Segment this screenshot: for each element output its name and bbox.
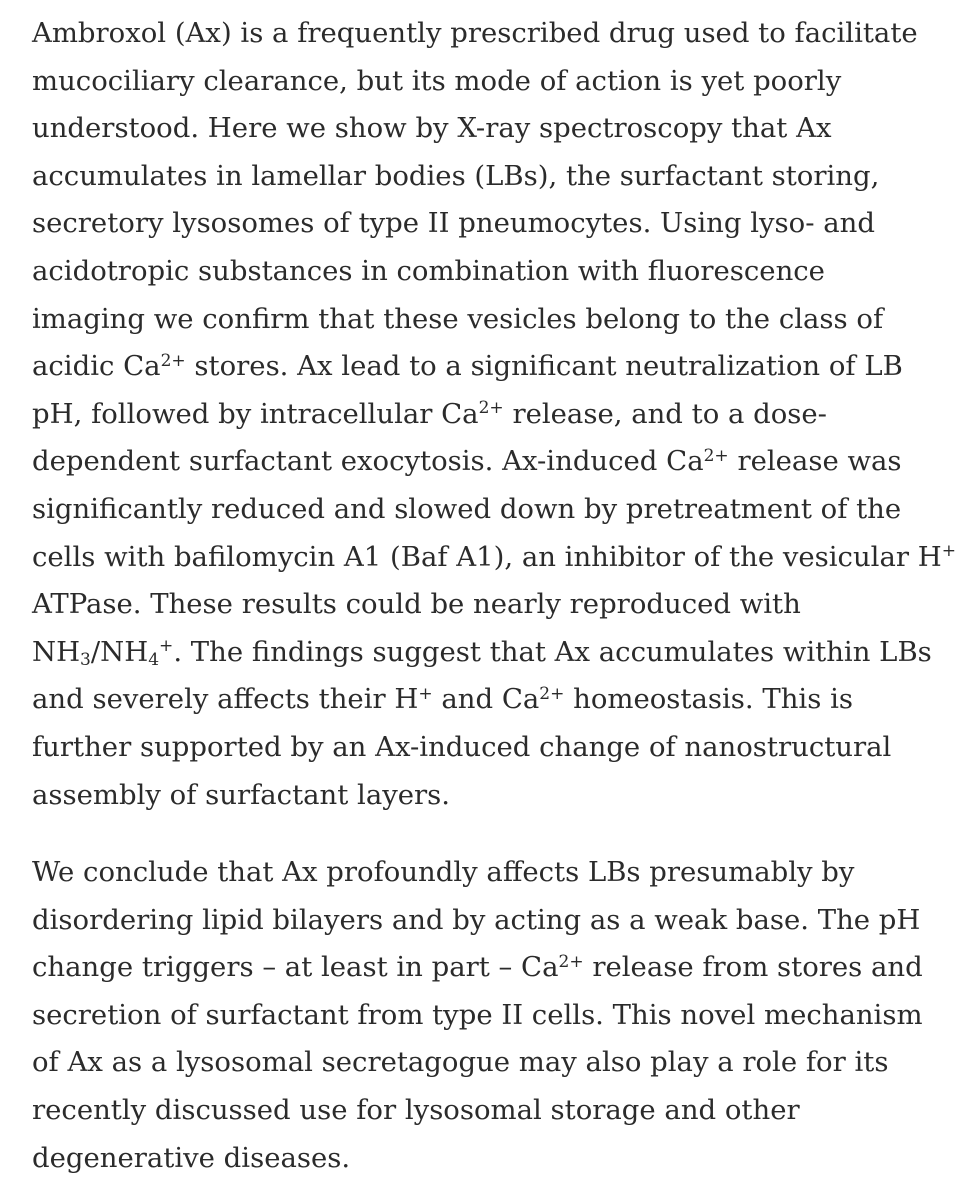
superscript: 2+ [539, 683, 565, 704]
text-run: /NH [90, 635, 149, 668]
superscript: 2+ [558, 951, 584, 972]
text-run: recently discussed use for lysosomal storage and other [32, 1094, 800, 1127]
text-line [32, 200, 952, 248]
text-line [32, 534, 957, 582]
text-run: disordering lipid bilayers and by acting as a weak base. The pH [32, 903, 921, 936]
text-run: secretion of surfactant from type II cells. This novel mechanism [32, 998, 923, 1031]
superscript: + [941, 541, 957, 562]
paragraph-results [32, 10, 957, 819]
text-run: further supported by an Ax-induced change of nanostructural [32, 730, 892, 763]
text-run: accumulates in lamellar bodies (LBs), the surfactant storing, [32, 159, 880, 192]
text-run: and Ca [432, 683, 540, 716]
text-run: assembly of surfactant layers. [32, 778, 451, 811]
text-run: We conclude that Ax profoundly affects LBs presumably by [32, 856, 855, 889]
superscript: 2+ [478, 398, 504, 419]
text-run: NH [32, 635, 81, 668]
text-line [32, 772, 952, 820]
superscript: + [418, 683, 433, 704]
text-run: stores. Ax lead to a significant neutralization of LB [185, 350, 903, 383]
text-line [32, 992, 952, 1040]
abstract-text [32, 10, 957, 1182]
text-run: imaging we confirm that these vesicles belong to the class of [32, 302, 884, 335]
text-line [32, 676, 952, 724]
text-run: of Ax as a lysosomal secretagogue may also play a role for its [32, 1046, 889, 1079]
text-line [32, 1135, 952, 1183]
subscript: 4 [148, 649, 160, 670]
text-line [32, 248, 952, 296]
subscript: 3 [80, 649, 91, 670]
text-line [32, 296, 952, 344]
text-line [32, 58, 952, 106]
text-line [32, 1039, 952, 1087]
text-run: acidic Ca [32, 350, 161, 383]
text-run: acidotropic substances in combination with fluorescence [32, 254, 825, 287]
text-run: dependent surfactant exocytosis. Ax-induced Ca [32, 445, 704, 478]
text-line [32, 1087, 952, 1135]
text-line [32, 105, 952, 153]
text-run: mucociliary clearance, but its mode of action is yet poorly [32, 64, 842, 97]
superscript: + [159, 636, 174, 657]
text-run: release from stores and [583, 951, 923, 984]
text-run: ATPase. These results could be nearly reproduced with [32, 588, 801, 621]
text-line [32, 849, 952, 897]
text-line [32, 391, 952, 439]
text-run: Ambroxol (Ax) is a frequently prescribed drug used to facilitate [32, 17, 918, 49]
text-line [32, 438, 952, 486]
text-run: homeostasis. This is [564, 683, 853, 716]
paragraph-conclusion [32, 849, 952, 1182]
text-run: release, and to a dose- [503, 397, 827, 430]
text-line [32, 486, 952, 534]
text-run: significantly reduced and slowed down by pretreatment of the [32, 492, 902, 525]
text-run: degenerative diseases. [32, 1141, 351, 1174]
text-run: release was [728, 445, 902, 478]
text-line [32, 581, 952, 629]
text-run: pH, followed by intracellular Ca [32, 397, 479, 430]
text-run: . The findings suggest that Ax accumulates within LBs [173, 635, 932, 668]
text-run: secretory lysosomes of type II pneumocytes. Using lyso- and [32, 207, 875, 240]
text-line [32, 944, 952, 992]
text-line [32, 629, 952, 677]
text-line [32, 897, 952, 945]
text-line [32, 10, 952, 58]
superscript: 2+ [703, 445, 729, 466]
text-run: cells with bafilomycin A1 (Baf A1), an inhibitor of the vesicular H [32, 540, 942, 573]
text-line [32, 724, 952, 772]
text-run: and severely affects their H [32, 683, 419, 716]
text-run: understood. Here we show by X-ray spectroscopy that Ax [32, 112, 832, 145]
text-line [32, 153, 952, 201]
text-run: change triggers – at least in part – Ca [32, 951, 559, 984]
text-line [32, 343, 952, 391]
superscript: 2+ [160, 350, 186, 371]
